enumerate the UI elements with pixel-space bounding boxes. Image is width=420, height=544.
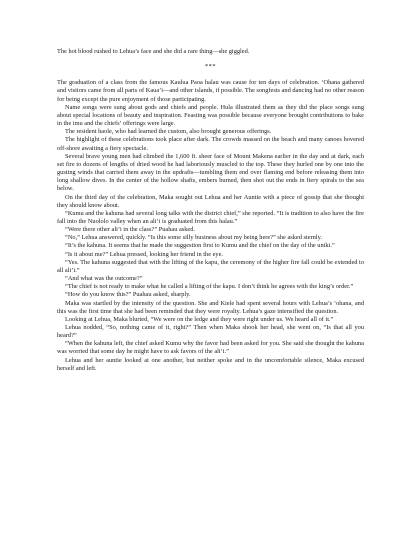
paragraph: Lehua nodded, “So, nothing came of it, right?” Then when Maka shook her head, she went on, “Is that all you heard?” bbox=[57, 324, 364, 340]
paragraph: On the third day of the celebration, Maka sought out Lehua and her Auntie with a piece of gossip that she thought they should know about. bbox=[57, 193, 364, 209]
paragraph: Maka was startled by the intensity of the question. She and Kiele had spent several hours with Lehua’s ‘ohana, and this was the first time that she had been reminded that they were royalty. Lehua’s gaze intensified the question. bbox=[57, 299, 364, 315]
opening-line: The hot blood rushed to Lehua’s face and she did a rare thing—she giggled. bbox=[57, 48, 250, 55]
paragraph: “Were there other ali’i in the class?” Puahau asked. bbox=[65, 226, 196, 234]
paragraph: “When the kahuna left, the chief asked Kumu why the favor had been asked for you. She said she thought the kahuna was worried that some day he might have to ask favors of the ali’i.” bbox=[57, 340, 364, 356]
paragraph: “Kumu and the kahuna had several long talks with the district chief,” she reported. “It is tradition to also have the fire fall into the Nuololo valley when an ali’i is graduated from this halau.” bbox=[57, 209, 364, 225]
paragraph: “How do you know this?” Puahau asked, sharply. bbox=[65, 291, 191, 299]
paragraph: Name songs were sung about gods and chiefs and people. Hula illustrated them as they did the place songs sung about special locations of beauty and inspiration. Feasting was possible because everyone brought contributions to bake in the imu and the chiefs’ offerings were large. bbox=[57, 103, 364, 128]
paragraph: “It’s the kahuna. It seems that he made the suggestion first to Kumu and the chief on the day of the uniki.” bbox=[65, 242, 335, 250]
paragraph: Looking at Lehua, Maka blurted, “We were on the ledge and they were right under us. We heard all of it.” bbox=[65, 315, 334, 323]
paragraph: The resident haole, who had learned the custom, also brought generous offerings. bbox=[65, 128, 272, 136]
paragraph: “Is it about me?” Lehua pressed, looking her friend in the eye. bbox=[65, 250, 224, 258]
paragraph: Several brave young men had climbed the 1,600 ft. sheer face of Mount Makena earlier in the day and at dark, each set fire to dozens of lengths of dried wood he had laboriously muscled to the top. These they hurled one by one into the gusting winds that carried them away in the updrafts—tumbling them end over flaming end before releasing them into long shallow dives. In the center of the hollow shafts, embers burned, then shot out the ends in fiery spirals to the sea below. bbox=[57, 152, 364, 193]
paragraph: “No,” Lehua answered, quickly. “Is this some silly business about my being here?” she asked sternly. bbox=[65, 234, 322, 242]
paragraph: The graduation of a class from the famous Kaulua Paoa halau was cause for ten days of celebration. ‘Ohana gathered and visitors came from all parts of Kaua’i—and other islands, if possible. The songfests and dancing had no other reason for being except the pure enjoyment of those participating. bbox=[57, 79, 364, 103]
paragraph: The highlight of these celebrations took place after dark. The crowds massed on the beach and many canoes hovered off-shore awaiting a fiery spectacle. bbox=[57, 136, 364, 152]
paragraph: Lehua and her auntie looked at one another, but neither spoke and in the uncomfortable silence, Maka excused herself and left. bbox=[57, 356, 364, 372]
section-break: *** bbox=[204, 63, 216, 71]
paragraph: “The chief is not ready to make what he called a lifting of the kapu. I don’t think he agrees with the king’s order.” bbox=[65, 283, 354, 291]
paragraph: “Yes. The kahuna suggested that with the lifting of the kapu, the ceremony of the higher fire fall could be extended to all ali’i.” bbox=[57, 258, 364, 274]
paragraph: “And what was the outcome?” bbox=[65, 275, 143, 283]
page-body bbox=[57, 48, 364, 373]
